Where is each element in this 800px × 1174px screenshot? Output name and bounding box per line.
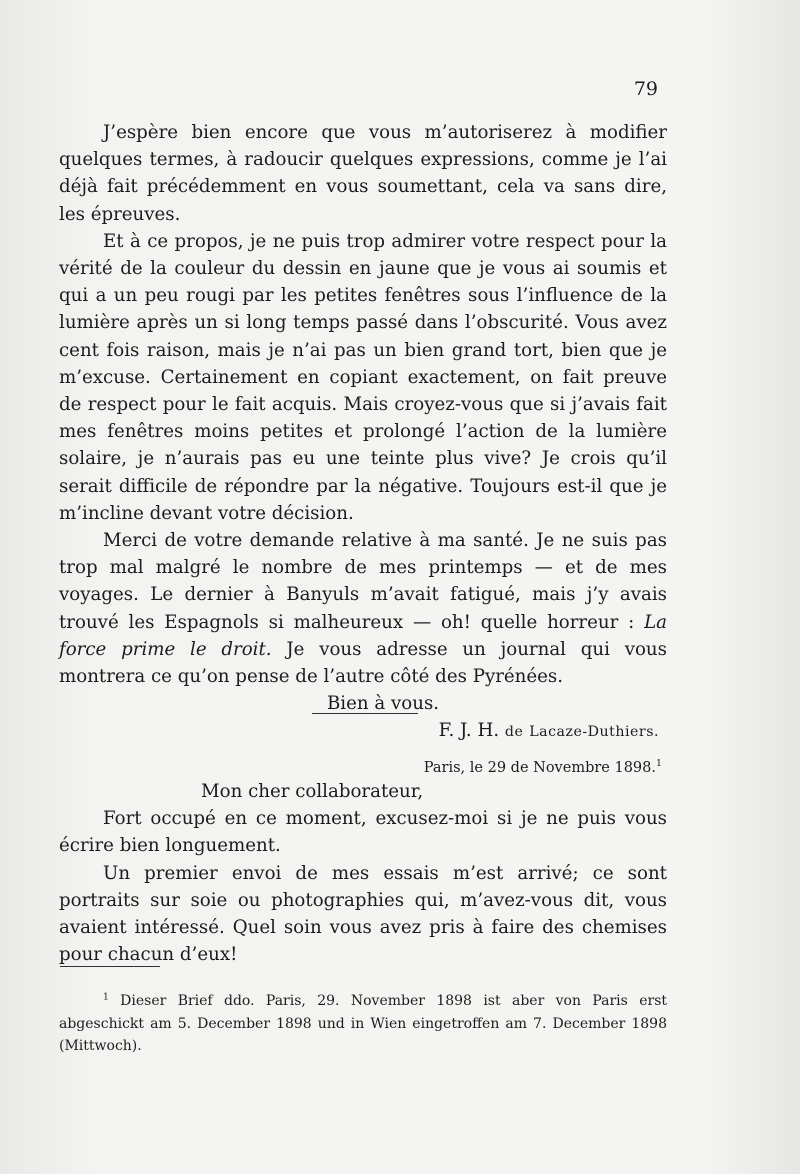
signature-name: Lacaze-Duthiers. — [529, 724, 659, 741]
signature — [59, 717, 667, 746]
paragraph: Fort occupé en ce moment, excusez-moi si je ne puis vous écrire bien longuement. — [59, 808, 667, 857]
paragraph: Et à ce propos, je ne puis trop admirer votre respect pour la vérité de la couleur du dessin en jaune que je vous ai soumis et qui a un peu rougi par les petites fenêtres sous l’influence de la lumière après un si long temps passé dans l’obscurité. Vous avez cent fois raison, mais je n’ai pas un bien grand tort, bien que je m’excuse. Certainement en copiant exactement, on fait preuve de respect pour le fait acquis. Mais croyez-vous que si j’avais fait mes fenêtres moins petites et prolongé l’action de la lumière solaire, je n’aurais pas eu une teinte plus vive? Je crois qu’il serait difficile de répondre par la négative. Toujours est-il que je m’incline devant votre décision. — [59, 230, 667, 524]
section-divider — [312, 713, 418, 714]
page-number: 79 — [633, 78, 658, 100]
footnote-text: Dieser Brief ddo. Paris, 29. November 1898 ist aber von Paris erst abgeschickt am 5. December 1898 und in Wien eingetroffen am 7. December 1898 (Mittwoch). — [59, 993, 667, 1054]
footnote-mark: 1 — [103, 992, 109, 1003]
dateline-text: Paris, le 29 de Novembre 1898. — [423, 760, 656, 776]
paragraph: Un premier envoi de mes essais m’est arrivé; ce sont portraits sur soie ou photographies qui, m’avez-vous dit, vous avaient intéressé. Quel soin vous avez pris à faire des chemises pour chacun d’eux! — [59, 862, 667, 966]
paragraph — [59, 527, 667, 690]
letter-new-text — [59, 778, 667, 968]
footnote — [59, 990, 667, 1058]
closing: Bien à vous. — [326, 693, 440, 715]
letter-end-text — [59, 119, 667, 747]
paragraph: J’espère bien encore que vous m’autoriserez à modifier quelques termes, à radoucir quelques expressions, comme je l’ai déjà fait précédemment en vous soumettant, cela va sans dire, les épreuves. — [59, 122, 667, 225]
italic-quote: La force prime le droit. — [59, 611, 667, 660]
paragraph-text: Merci de votre demande relative à ma santé. Je ne suis pas trop mal malgré le nombre de mes printemps — et de mes voyages. Le dernier à Banyuls m’avait fatigué, mais j’y avais trouvé les Espagnols si malheureux — oh! quelle horreur : — [59, 530, 667, 633]
footnote-ref: 1 — [656, 758, 662, 770]
dateline — [300, 760, 662, 776]
paragraph-text: Je vous adresse un journal qui vous montrera ce qu’on pense de l’autre côté des Pyrénées. — [59, 638, 667, 688]
footnote-divider — [60, 966, 160, 967]
signature-particle: de — [504, 724, 524, 741]
signature-initials: F. J. H. — [438, 720, 500, 742]
footnote-paragraph — [59, 990, 667, 1058]
salutation: Mon cher collaborateur, — [201, 781, 424, 802]
